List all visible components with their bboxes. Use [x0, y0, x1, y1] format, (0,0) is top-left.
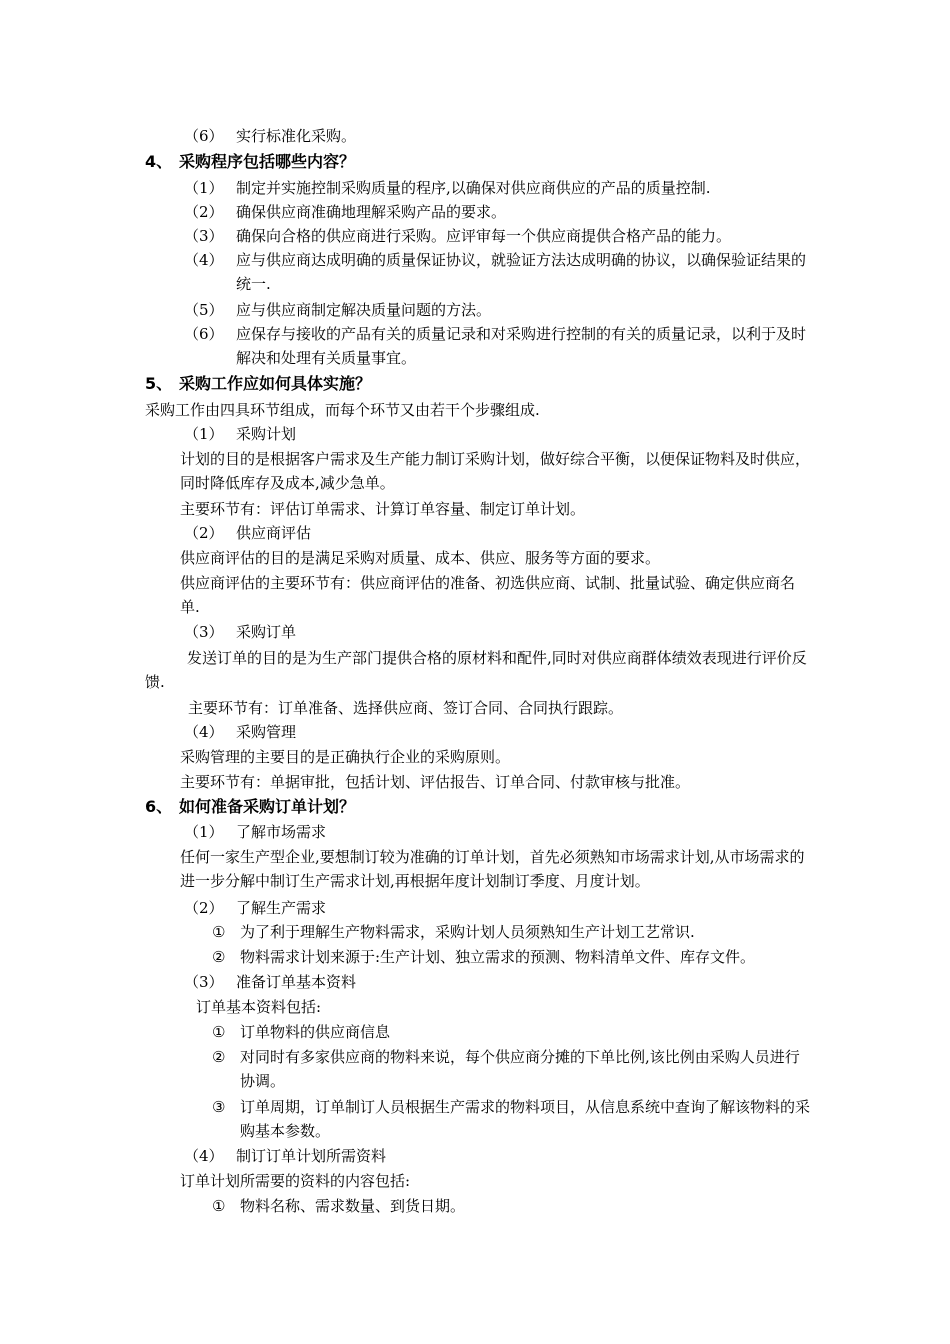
item-number: （3） — [184, 973, 224, 991]
heading-text: 如何准备采购订单计划？ — [179, 797, 356, 816]
list-item — [212, 945, 810, 969]
item-text: 物料需求计划来源于:生产计划、独立需求的预测、物料清单文件、库存文件。 — [240, 948, 756, 966]
paragraph: 供应商评估的目的是满足采购对质量、成本、供应、服务等方面的要求。 — [180, 549, 661, 567]
item-number: （1） — [184, 823, 224, 841]
item-number: ① — [212, 1197, 226, 1215]
subsection-heading — [180, 521, 810, 545]
subsection-heading — [180, 820, 810, 844]
list-item — [180, 124, 810, 148]
item-text: 订单周期，订单制订人员根据生产需求的物料项目，从信息系统中查询了解该物料的采购基本参数。 — [240, 1098, 811, 1140]
paragraph: 采购工作由四具环节组成，而每个环节又由若干个步骤组成. — [145, 401, 540, 419]
list-item — [180, 298, 810, 322]
item-text: 了解市场需求 — [236, 823, 327, 841]
list-item — [212, 1095, 810, 1143]
item-number: ① — [212, 1023, 226, 1041]
item-text: 应与供应商达成明确的质量保证协议，就验证方法达成明确的协议，以确保验证结果的统一. — [236, 251, 807, 293]
item-text: 对同时有多家供应商的物料来说，每个供应商分摊的下单比例,该比例由采购人员进行协调。 — [240, 1048, 800, 1090]
subsection-heading — [180, 620, 810, 644]
list-item — [212, 1020, 810, 1044]
section-heading — [145, 372, 371, 396]
item-text: 物料名称、需求数量、到货日期。 — [240, 1197, 466, 1215]
paragraph: 订单基本资料包括: — [196, 998, 322, 1016]
list-item — [180, 200, 810, 224]
list-item — [180, 176, 810, 200]
section-heading — [145, 795, 355, 819]
paragraph: 订单计划所需要的资料的内容包括: — [180, 1172, 411, 1190]
item-number: ② — [212, 1048, 226, 1066]
heading-text: 采购工作应如何具体实施？ — [179, 374, 372, 393]
item-number: （3） — [184, 227, 224, 245]
paragraph: 计划的目的是根据客户需求及生产能力制订采购计划，做好综合平衡，以便保证物料及时供应，同时降低库存及成本,减少急单。 — [180, 450, 811, 492]
item-text: 实行标准化采购。 — [236, 127, 357, 145]
subsection-heading — [180, 896, 810, 920]
item-number: （6） — [184, 325, 224, 343]
section-heading — [145, 150, 355, 174]
subsection-heading — [180, 1144, 810, 1168]
item-number: ① — [212, 923, 226, 941]
paragraph: 主要环节有：单据审批，包括计划、评估报告、订单合同、付款审核与批准。 — [180, 773, 691, 791]
heading-text: 采购程序包括哪些内容？ — [179, 152, 356, 171]
item-number: （6） — [184, 127, 224, 145]
subsection-heading — [180, 720, 810, 744]
item-text: 了解生产需求 — [236, 899, 327, 917]
heading-number: 6、 — [145, 797, 173, 816]
paragraph: 主要环节有：评估订单需求、计算订单容量、制定订单计划。 — [180, 500, 586, 518]
list-item — [212, 1045, 810, 1093]
item-text: 准备订单基本资料 — [236, 973, 357, 991]
item-number: （4） — [184, 1147, 224, 1165]
list-item — [180, 248, 810, 296]
item-text: 制定并实施控制采购质量的程序,以确保对供应商供应的产品的质量控制. — [236, 179, 711, 197]
paragraph: 任何一家生产型企业,要想制订较为准确的订单计划，首先必须熟知市场需求计划,从市场需求的进一步分解中制订生产需求计划,再根据年度计划制订季度、月度计划。 — [180, 848, 805, 890]
item-text: 确保向合格的供应商进行采购。应评审每一个供应商提供合格产品的能力。 — [236, 227, 732, 245]
item-text: 采购管理 — [236, 723, 297, 741]
paragraph: 发送订单的目的是为生产部门提供合格的原材料和配件,同时对供应商群体绩效表现进行评价反馈. — [145, 649, 807, 691]
list-item — [212, 920, 810, 944]
list-item — [180, 224, 810, 248]
item-text: 供应商评估 — [236, 524, 312, 542]
item-number: （2） — [184, 203, 224, 221]
item-text: 采购计划 — [236, 425, 297, 443]
list-item — [212, 1194, 810, 1218]
item-number: ③ — [212, 1098, 226, 1116]
paragraph: 供应商评估的主要环节有：供应商评估的准备、初选供应商、试制、批量试验、确定供应商名单. — [180, 574, 796, 616]
heading-number: 5、 — [145, 374, 173, 393]
item-text: 制订订单计划所需资料 — [236, 1147, 387, 1165]
item-text: 订单物料的供应商信息 — [240, 1023, 391, 1041]
item-number: （4） — [184, 251, 224, 269]
subsection-heading — [180, 970, 810, 994]
item-text: 应与供应商制定解决质量问题的方法。 — [236, 301, 492, 319]
item-number: （1） — [184, 179, 224, 197]
item-number: （5） — [184, 301, 224, 319]
subsection-heading — [180, 422, 810, 446]
item-number: （2） — [184, 899, 224, 917]
paragraph: 采购管理的主要目的是正确执行企业的采购原则。 — [180, 748, 511, 766]
paragraph: 主要环节有：订单准备、选择供应商、签订合同、合同执行跟踪。 — [188, 699, 624, 717]
item-number: （2） — [184, 524, 224, 542]
item-text: 确保供应商准确地理解采购产品的要求。 — [236, 203, 507, 221]
list-item — [180, 322, 810, 370]
item-number: ② — [212, 948, 226, 966]
item-text: 应保存与接收的产品有关的质量记录和对采购进行控制的有关的质量记录，以利于及时解决和处理有关质量事宜。 — [236, 325, 807, 367]
item-number: （4） — [184, 723, 224, 741]
item-number: （1） — [184, 425, 224, 443]
item-number: （3） — [184, 623, 224, 641]
item-text: 采购订单 — [236, 623, 297, 641]
item-text: 为了利于理解生产物料需求，采购计划人员须熟知生产计划工艺常识. — [240, 923, 695, 941]
heading-number: 4、 — [145, 152, 173, 171]
